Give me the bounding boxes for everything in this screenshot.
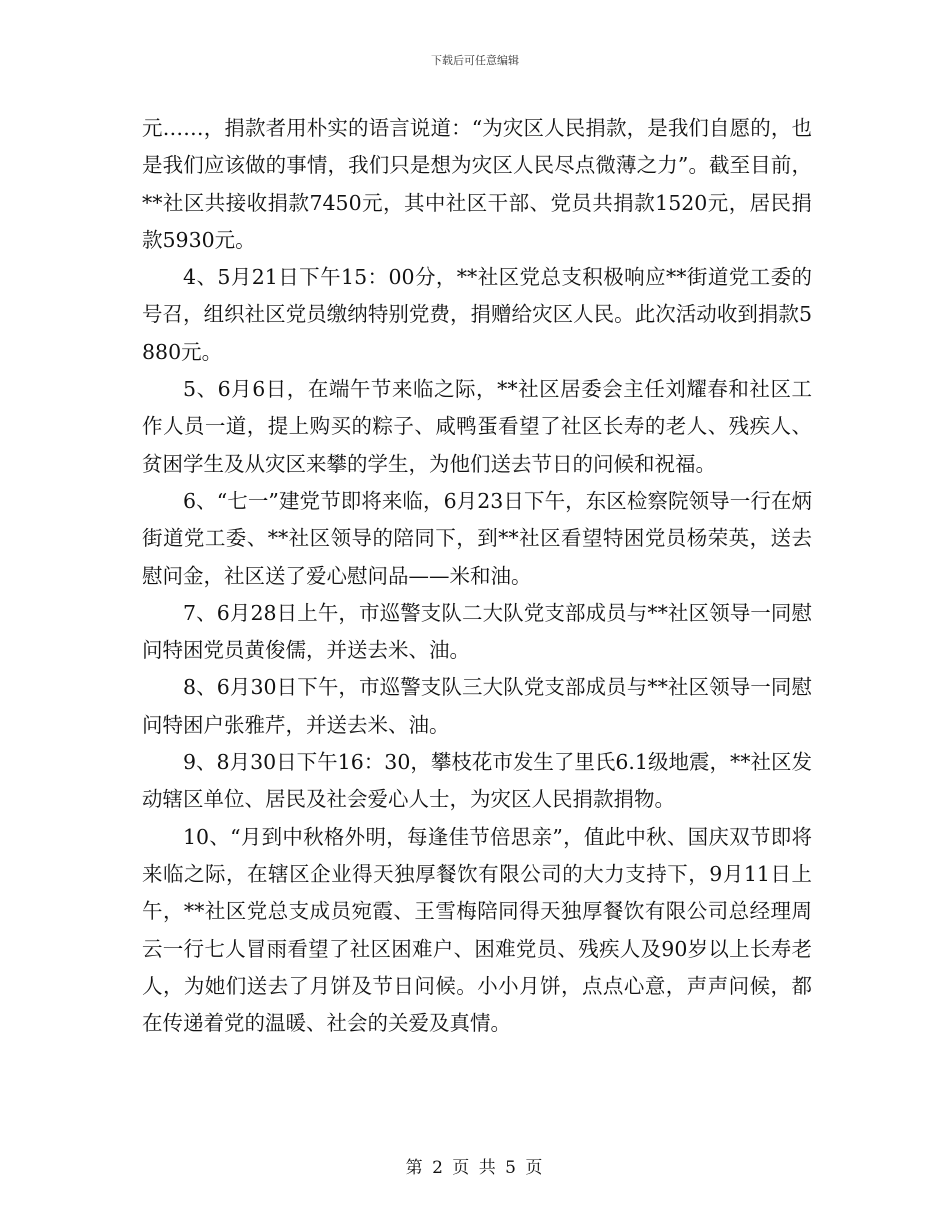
paragraph-item-8: 8、6月30日下午，市巡警支队三大队党支部成员与**社区领导一同慰问特困户张雅芹，并送去米、油。	[142, 675, 812, 737]
paragraph-item-4: 4、5月21日下午15：00分，**社区党总支积极响应**街道党工委的号召，组织社区党员缴纳特别党费，捐赠给灾区人民。此次活动收到捐款5880元。	[142, 265, 812, 364]
page-header-note: 下载后可任意编辑	[431, 54, 519, 67]
paragraph-continuation: 元……，捐款者用朴实的语言说道：“为灾区人民捐款，是我们自愿的，也是我们应该做的事情，我们只是想为灾区人民尽点微薄之力”。截至目前，**社区共接收捐款7450元，其中社区干部、党员共捐款1520元，居民捐款5930元。	[142, 116, 812, 252]
paragraph-item-10: 10、“月到中秋格外明，每逢佳节倍思亲”，值此中秋、国庆双节即将来临之际，在辖区企业得天独厚餐饮有限公司的大力支持下，9月11日上午，**社区党总支成员宛霞、王雪梅陪同得天独厚餐饮有限公司总经理周云一行七人冒雨看望了社区困难户、困难党员、残疾人及90岁以上长寿老人，为她们送去了月饼及节日问候。小小月饼，点点心意，声声问候，都在传递着党的温暖、社会的关爱及真情。	[142, 824, 812, 1036]
paragraph-item-5: 5、6月6日，在端午节来临之际，**社区居委会主任刘耀春和社区工作人员一道，提上购买的粽子、咸鸭蛋看望了社区长寿的老人、残疾人、贫困学生及从灾区来攀的学生，为他们送去节日的问候和祝福。	[142, 377, 812, 476]
paragraph-item-9: 9、8月30日下午16：30，攀枝花市发生了里氏6.1级地震，**社区发动辖区单位、居民及社会爱心人士，为灾区人民捐款捐物。	[142, 750, 812, 812]
page-number: 第 2 页 共 5 页	[405, 1158, 545, 1178]
paragraph-item-6: 6、“七一”建党节即将来临，6月23日下午，东区检察院领导一行在炳街道党工委、**社区领导的陪同下，到**社区看望特困党员杨荣英，送去慰问金，社区送了爱心慰问品——米和油。	[142, 488, 812, 588]
paragraph-item-7: 7、6月28日上午，市巡警支队二大队党支部成员与**社区领导一同慰问特困党员黄俊儒，并送去米、油。	[142, 600, 812, 663]
document-body	[142, 110, 812, 1042]
